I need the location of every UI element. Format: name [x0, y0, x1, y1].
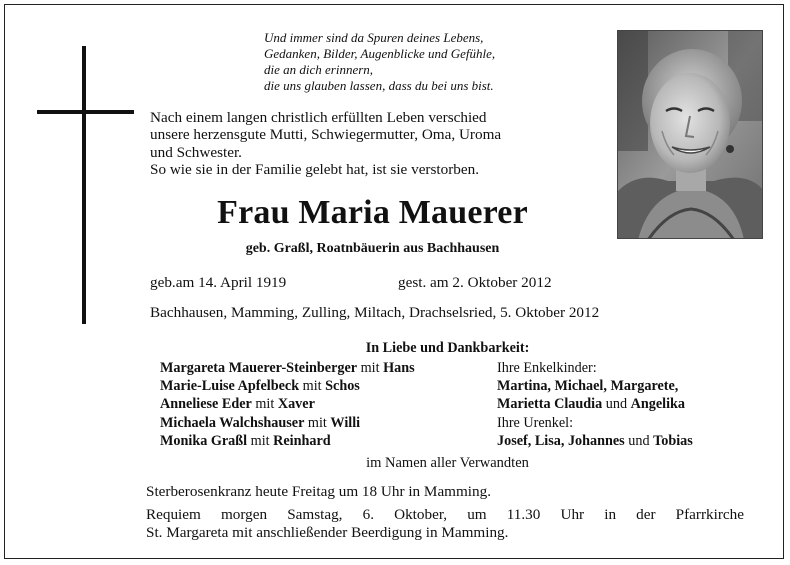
- mourner-partner: Willi: [330, 414, 361, 431]
- death-date: gest. am 2. Oktober 2012: [398, 274, 552, 291]
- portrait-photo: [617, 30, 763, 239]
- descendants-list: [497, 359, 693, 450]
- grandchildren-names: Martina, Michael, Margarete,: [497, 378, 679, 395]
- great-grandchild-joiner: und: [624, 432, 654, 449]
- intro-line: Nach einem langen christlich erfüllten Leben verschied: [150, 109, 487, 126]
- poem-line: Und immer sind da Spuren deines Lebens,: [264, 30, 484, 45]
- grandchild-name: Angelika: [630, 396, 685, 413]
- mourner-partner: Hans: [383, 360, 415, 376]
- grandchildren-names-2: [497, 395, 693, 413]
- requiem-line: St. Margareta mit anschließender Beerdigung in Mamming.: [146, 524, 509, 541]
- grandchild-name: Marietta Claudia: [497, 396, 603, 413]
- poem-line: Gedanken, Bilder, Augenblicke und Gefühle,: [264, 46, 496, 61]
- great-grandchildren-label: Ihre Urenkel:: [497, 414, 574, 431]
- memorial-poem: [264, 30, 584, 94]
- mourner-entry: [160, 414, 415, 432]
- places-and-date: Bachhausen, Mamming, Zulling, Miltach, Drachselsried, 5. Oktober 2012: [150, 304, 600, 321]
- death-announcement-text: [150, 109, 595, 179]
- deceased-maiden-name: geb. Graßl, Roatnbäuerin aus Bachhausen: [245, 241, 500, 256]
- cross-icon: [82, 46, 86, 324]
- grandchildren-label: Ihre Enkelkinder:: [497, 360, 597, 376]
- great-grandchild-name: Tobias: [653, 432, 693, 449]
- requiem-notice: [146, 506, 744, 542]
- mourner-entry: [160, 377, 415, 395]
- intro-line: unsere herzensgute Mutti, Schwiegermutter, Oma, Uroma: [150, 126, 502, 144]
- grandchild-joiner: und: [602, 396, 631, 413]
- mourner-joiner: mit: [357, 360, 384, 376]
- mourner-joiner: mit: [251, 396, 278, 413]
- gratitude-heading: In Liebe und Dankbarkeit:: [365, 340, 530, 356]
- intro-line: So wie sie in der Familie gelebt hat, ist sie verstorben.: [150, 161, 479, 179]
- birth-date: geb.am 14. April 1919: [150, 274, 287, 291]
- poem-line: die uns glauben lassen, dass du bei uns bist.: [264, 78, 494, 93]
- mourner-partner: Xaver: [277, 396, 315, 413]
- mourner-name: Michaela Walchshauser: [160, 414, 305, 431]
- rosary-notice: Sterberosenkranz heute Freitag um 18 Uhr in Mamming.: [146, 483, 492, 500]
- requiem-line: Requiem morgen Samstag, 6. Oktober, um 11.30 Uhr in der Pfarrkirche: [146, 506, 744, 523]
- mourner-name: Monika Graßl: [160, 432, 248, 449]
- mourner-partner: Reinhard: [273, 432, 331, 449]
- mourner-name: Margareta Mauerer-Steinberger: [160, 360, 358, 376]
- great-grandchild-names: Josef, Lisa, Johannes: [497, 432, 625, 449]
- mourner-entry: [160, 359, 415, 377]
- mourner-joiner: mit: [304, 414, 331, 431]
- mourner-joiner: mit: [299, 378, 326, 395]
- deceased-name: Frau Maria Mauerer: [217, 194, 528, 231]
- mourner-entry: [160, 432, 415, 450]
- intro-line: und Schwester.: [150, 143, 242, 161]
- mourner-entry: [160, 395, 415, 413]
- mourner-partner: Schos: [325, 378, 360, 395]
- poem-line: die an dich erinnern,: [264, 62, 374, 77]
- mourner-name: Anneliese Eder: [160, 396, 252, 413]
- cross-icon-bar: [37, 110, 134, 114]
- relatives-line: im Namen aller Verwandten: [366, 455, 529, 471]
- mourners-list: [160, 359, 415, 450]
- great-grandchildren-names: [497, 432, 693, 450]
- mourner-name: Marie-Luise Apfelbeck: [160, 378, 300, 395]
- mourner-joiner: mit: [247, 432, 274, 449]
